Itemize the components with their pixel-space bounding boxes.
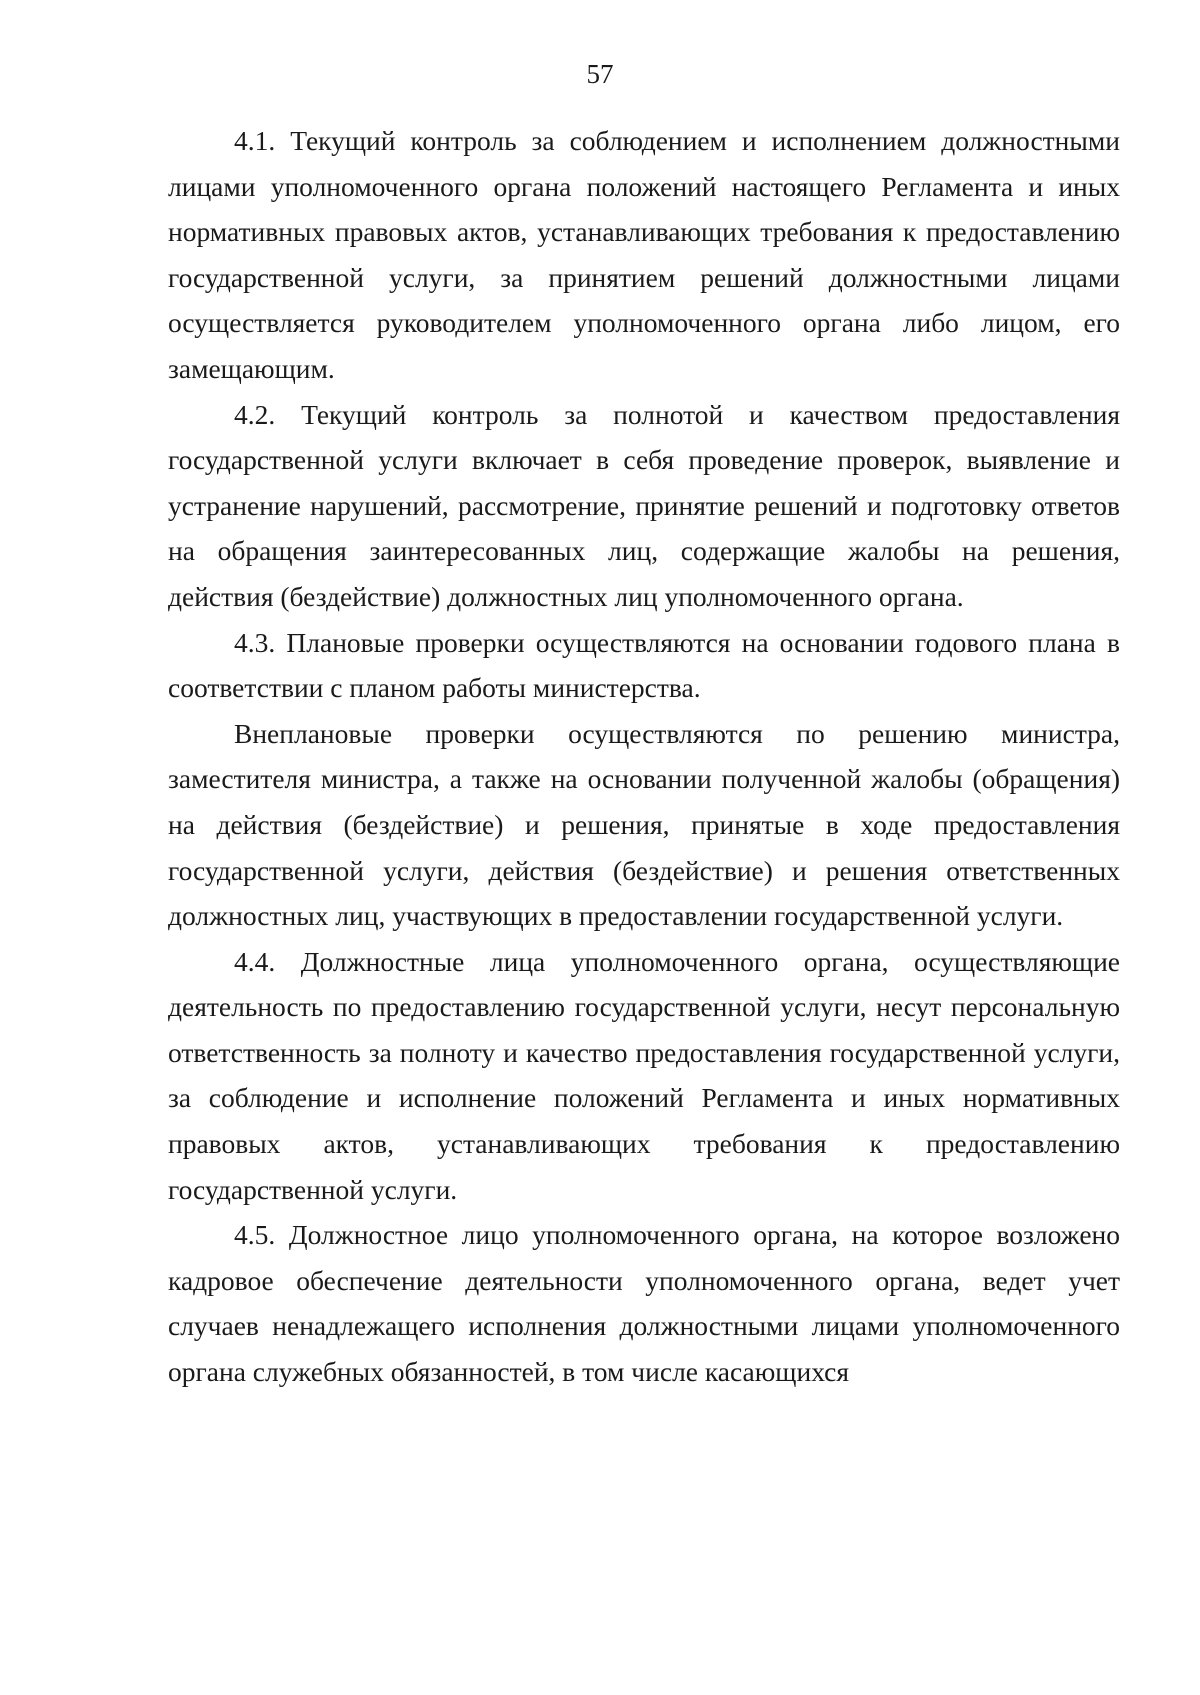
paragraph-4-3: 4.3. Плановые проверки осуществляются на основании годового плана в соответствии с планом работы министерства. <box>168 626 1120 704</box>
paragraph-4-2: 4.2. Текущий контроль за полнотой и качеством предоставления государственной услуги включает в себя проведение проверок, выявление и устранение нарушений, рассмотрение, принятие решений и подготовку ответов на обращения заинтересованных лиц, содержащие жалобы на решения, действия (бездействие) должностных лиц уполномоченного органа. <box>168 398 1120 612</box>
document-body <box>168 118 1120 1395</box>
paragraph-4-5: 4.5. Должностное лицо уполномоченного органа, на которое возложено кадровое обеспечение деятельности уполномоченного органа, ведет учет случаев ненадлежащего исполнения должностными лицами уполномоченного органа служебных обязанностей, в том числе касающихся <box>168 1219 1120 1388</box>
paragraph-4-4: 4.4. Должностные лица уполномоченного органа, осуществляющие деятельность по предоставлению государственной услуги, несут персональную ответственность за полноту и качество предоставления государственной услуги, за соблюдение и исполнение положений Регламента и иных нормативных правовых актов, устанавливающих требования к предоставлению государственной услуги. <box>168 945 1120 1205</box>
paragraph-4-1: 4.1. Текущий контроль за соблюдением и исполнением должностными лицами уполномоченного органа положений настоящего Регламента и иных нормативных правовых актов, устанавливающих требования к предоставлению государственной услуги, за принятием решений должностными лицами осуществляется руководителем уполномоченного органа либо лицом, его замещающим. <box>168 125 1120 384</box>
page-number: 57 <box>586 59 614 89</box>
paragraph-unscheduled-inspections: Внеплановые проверки осуществляются по решению министра, заместителя министра, а также на основании полученной жалобы (обращения) на действия (бездействие) и решения, принятые в ходе предоставления государственной услуги, действия (бездействие) и решения ответственных должностных лиц, участвующих в предоставлении государственной услуги. <box>168 717 1120 932</box>
